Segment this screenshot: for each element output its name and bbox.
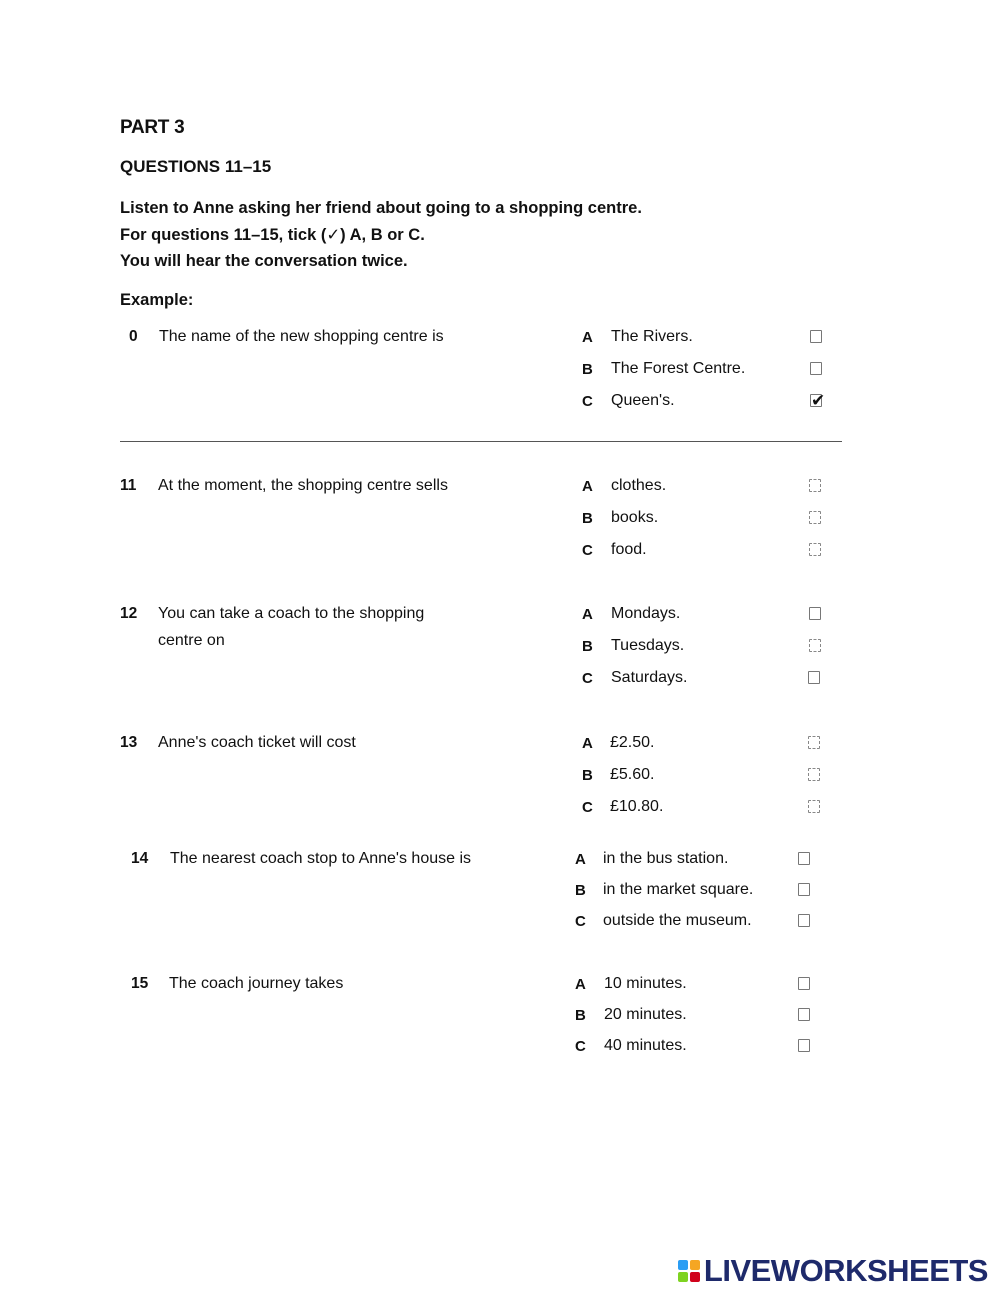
instruction-line: For questions 11–15, tick (✓) A, B or C. — [120, 226, 425, 244]
answer-checkbox[interactable] — [808, 800, 820, 813]
question-text: You can take a coach to the shopping centre on — [158, 605, 425, 649]
option-text: 10 minutes. — [604, 975, 687, 992]
option-letter: B — [575, 1007, 586, 1024]
answer-checkbox[interactable] — [809, 511, 821, 524]
option-letter: C — [575, 1038, 586, 1055]
logo-square — [678, 1260, 688, 1270]
answer-checkbox[interactable] — [798, 852, 810, 865]
question-text: The coach journey takes — [169, 975, 344, 992]
option-text: £2.50. — [610, 734, 655, 751]
example-label: Example: — [120, 291, 194, 309]
answer-checkbox[interactable] — [809, 639, 821, 652]
question-number: 11 — [120, 477, 137, 494]
option-text: £10.80. — [610, 798, 664, 815]
answer-checkbox[interactable] — [808, 736, 820, 749]
logo-square — [690, 1260, 700, 1270]
logo-square — [690, 1272, 700, 1282]
answer-checkbox[interactable] — [798, 883, 810, 896]
option-letter: B — [582, 361, 593, 378]
option-text: Tuesdays. — [611, 637, 685, 654]
option-text: in the bus station. — [603, 850, 729, 867]
tick-icon: ✔ — [811, 391, 826, 410]
option-letter: A — [575, 976, 586, 993]
logo-square — [678, 1272, 688, 1282]
option-letter: A — [575, 851, 586, 868]
option-text: in the market square. — [603, 881, 754, 898]
option-letter: C — [575, 913, 586, 930]
question-number: 15 — [131, 975, 149, 992]
answer-checkbox[interactable] — [810, 362, 822, 375]
logo-text: LIVEWORKSHEETS — [703, 1253, 988, 1288]
question-text: Anne's coach ticket will cost — [158, 734, 356, 751]
option-text: books. — [611, 509, 659, 526]
answer-checkbox[interactable] — [808, 671, 820, 684]
option-text: food. — [611, 541, 647, 558]
option-letter: A — [582, 478, 593, 495]
option-letter: C — [582, 670, 593, 687]
question-text: The nearest coach stop to Anne's house is — [170, 850, 472, 867]
option-letter: A — [582, 606, 593, 623]
answer-checkbox[interactable] — [798, 1008, 810, 1021]
option-text: £5.60. — [610, 766, 655, 783]
answer-checkbox[interactable] — [810, 330, 822, 343]
option-text: Queen's. — [611, 392, 675, 409]
example-question-text: The name of the new shopping centre is — [159, 328, 444, 345]
option-text: Saturdays. — [611, 669, 688, 686]
divider — [120, 441, 842, 442]
answer-checkbox-ticked[interactable] — [810, 391, 826, 410]
option-letter: C — [582, 799, 593, 816]
question-number: 12 — [120, 605, 138, 622]
answer-checkbox[interactable] — [798, 1039, 810, 1052]
option-text: outside the museum. — [603, 912, 752, 929]
option-letter: B — [582, 638, 593, 655]
option-text: clothes. — [611, 477, 667, 494]
instruction-line: You will hear the conversation twice. — [120, 252, 408, 270]
answer-checkbox[interactable] — [798, 977, 810, 990]
example-number: 0 — [129, 328, 138, 345]
option-letter: A — [582, 329, 593, 346]
option-text: 20 minutes. — [604, 1006, 687, 1023]
questions-heading: QUESTIONS 11–15 — [120, 157, 272, 176]
option-letter: A — [582, 735, 593, 752]
question-number: 14 — [131, 850, 149, 867]
answer-checkbox[interactable] — [798, 914, 810, 927]
question-number: 13 — [120, 734, 138, 751]
liveworksheets-logo[interactable] — [678, 1253, 988, 1289]
answer-checkbox[interactable] — [808, 768, 820, 781]
question-text: At the moment, the shopping centre sells — [158, 477, 448, 494]
part-title: PART 3 — [120, 117, 185, 138]
option-text: Mondays. — [611, 605, 681, 622]
option-letter: C — [582, 393, 593, 410]
option-text: 40 minutes. — [604, 1037, 687, 1054]
option-text: The Forest Centre. — [611, 360, 746, 377]
option-letter: B — [582, 767, 593, 784]
option-letter: C — [582, 542, 593, 559]
answer-checkbox[interactable] — [809, 479, 821, 492]
option-letter: B — [575, 882, 586, 899]
answer-checkbox[interactable] — [809, 607, 821, 620]
option-letter: B — [582, 510, 593, 527]
answer-checkbox[interactable] — [809, 543, 821, 556]
logo-mark-icon — [678, 1260, 700, 1282]
instruction-line: Listen to Anne asking her friend about going to a shopping centre. — [120, 199, 642, 217]
option-text: The Rivers. — [611, 328, 693, 345]
